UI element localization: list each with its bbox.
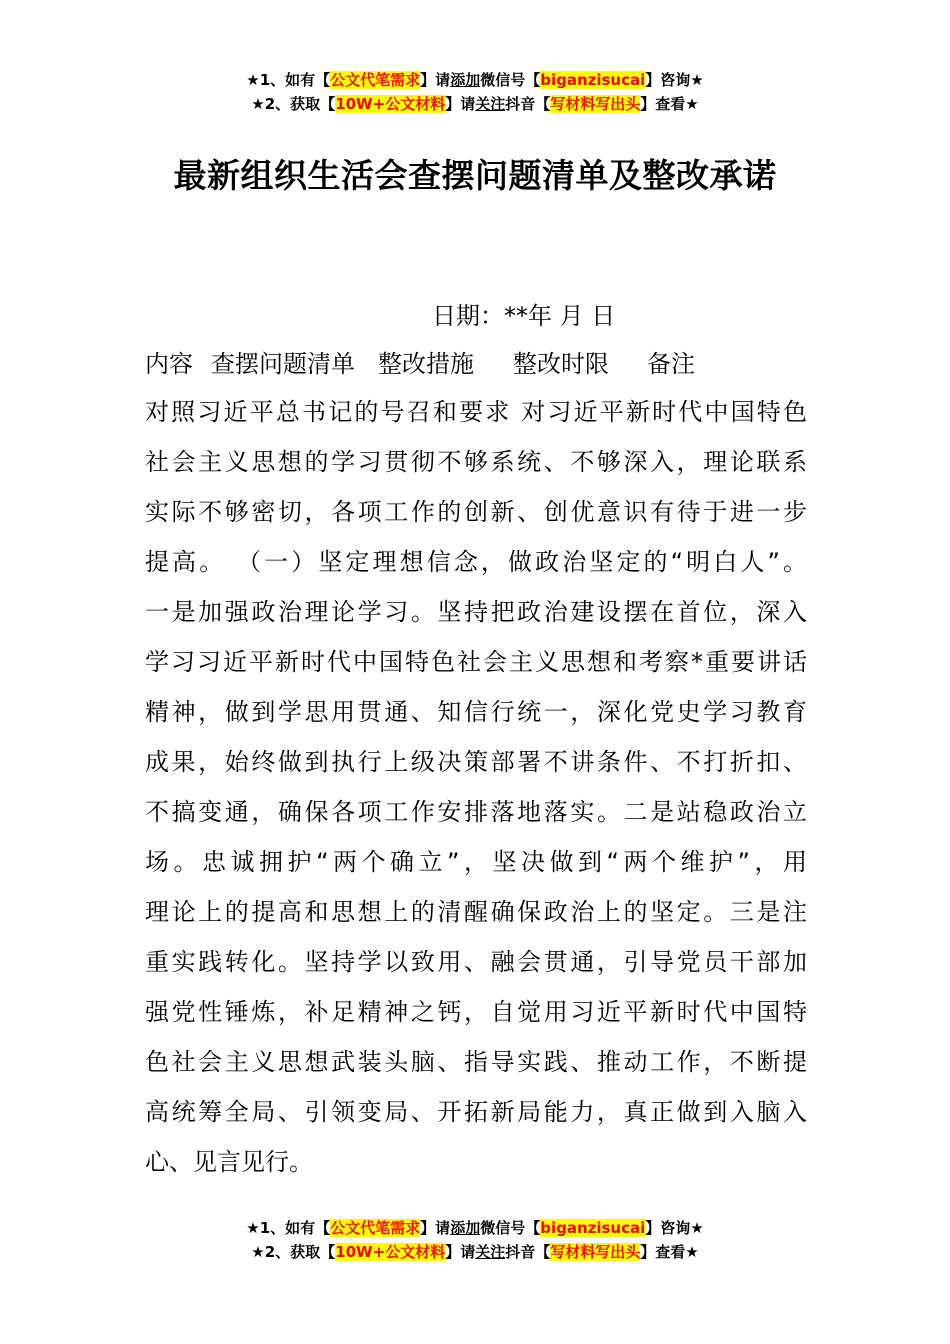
banner-line-2 [0,1240,950,1264]
document-body [145,392,807,1192]
column-header-deadline: 整改时限 [513,350,609,378]
banner-underline: 添加 [450,71,481,89]
column-header-content: 内容 [145,350,193,378]
banner-text: ★1、如有【 [246,71,331,89]
banner-text: 】请 [445,1243,476,1261]
body-line: 色社会主义思想武装头脑、指导实践、推动工作，不断提 [145,1048,807,1076]
banner-text: 微信号【 [480,71,541,89]
banner-text: 】请 [445,95,476,113]
banner-highlight: 公文代笔需求 [330,71,421,89]
banner-highlight: 写材料写出头 [550,95,641,113]
body-line: 重实践转化。坚持学以致用、融会贯通，引导党员干部加 [145,948,807,976]
top-banner [0,68,950,116]
banner-underline: 关注 [475,95,506,113]
body-line: 社会主义思想的学习贯彻不够系统、不够深入，理论联系 [145,448,807,476]
body-line: 不搞变通，确保各项工作安排落地落实。二是站稳政治立 [145,798,807,826]
banner-text: 抖音【 [505,95,551,113]
banner-line-2 [0,92,950,116]
banner-text: 】请 [420,71,451,89]
body-line: 对照习近平总书记的号召和要求 对习近平新时代中国特色 [145,398,807,426]
body-line: 实际不够密切，各项工作的创新、创优意识有待于进一步 [145,498,807,526]
banner-highlight: 10W+公文材料 [335,1243,446,1261]
banner-text: 微信号【 [480,1219,541,1237]
banner-text: 抖音【 [505,1243,551,1261]
body-line: 一是加强政治理论学习。坚持把政治建设摆在首位，深入 [145,598,807,626]
banner-text: 】查看★ [640,95,699,113]
banner-text: 】请 [420,1219,451,1237]
column-header-measures: 整改措施 [378,350,474,378]
banner-highlight: biganzisucai [540,71,646,89]
column-header-issues: 查摆问题清单 [211,350,355,378]
banner-text: 】查看★ [640,1243,699,1261]
banner-highlight: 公文代笔需求 [330,1219,421,1237]
banner-line-1 [0,68,950,92]
body-line: 理论上的提高和思想上的清醒确保政治上的坚定。三是注 [145,898,807,926]
banner-text: 】咨询★ [645,71,704,89]
banner-highlight: 写材料写出头 [550,1243,641,1261]
body-line: 强党性锤炼，补足精神之钙，自觉用习近平新时代中国特 [145,998,807,1026]
banner-underline: 关注 [475,1243,506,1261]
bottom-banner [0,1216,950,1264]
banner-line-1 [0,1216,950,1240]
banner-text: ★2、获取【 [251,95,336,113]
body-line: 精神，做到学思用贯通、知信行统一，深化党史学习教育 [145,698,807,726]
document-date: 日期：**年 月 日 [432,302,616,330]
body-line: 心、见言见行。 [145,1148,313,1176]
banner-underline: 添加 [450,1219,481,1237]
banner-text: ★2、获取【 [251,1243,336,1261]
document-title: 最新组织生活会查摆问题清单及整改承诺 [173,156,777,195]
banner-text: ★1、如有【 [246,1219,331,1237]
body-line: 场。忠诚拥护“两个确立”，坚决做到“两个维护”，用 [145,848,807,876]
banner-highlight: 10W+公文材料 [335,95,446,113]
body-line: 成果，始终做到执行上级决策部署不讲条件、不打折扣、 [145,748,807,776]
body-line: 学习习近平新时代中国特色社会主义思想和考察*重要讲话 [145,648,807,676]
body-line: 提高。 （一）坚定理想信念，做政治坚定的“明白人”。 [145,548,807,576]
banner-highlight: biganzisucai [540,1219,646,1237]
body-line: 高统筹全局、引领变局、开拓新局能力，真正做到入脑入 [145,1098,807,1126]
banner-text: 】咨询★ [645,1219,704,1237]
column-header-remarks: 备注 [647,350,695,378]
